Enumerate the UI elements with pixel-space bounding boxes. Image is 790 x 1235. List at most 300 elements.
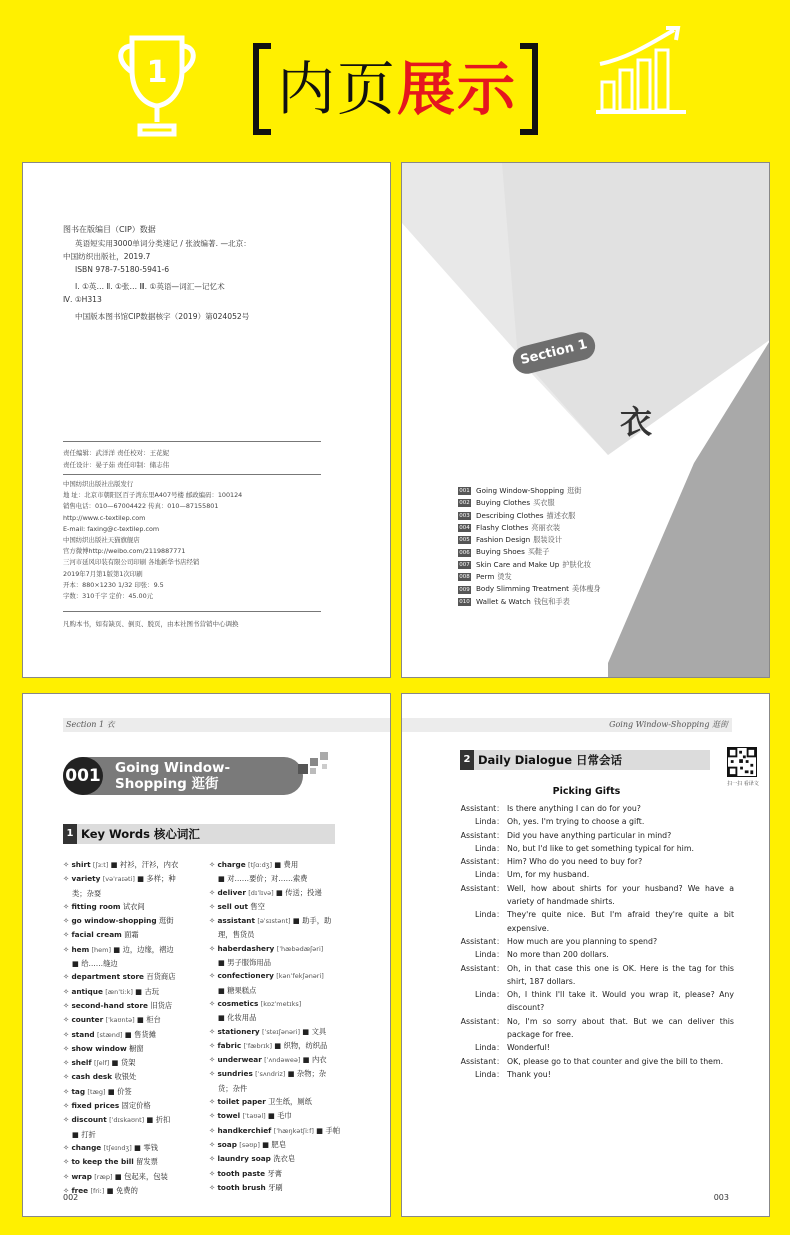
dialogue-line: [458, 988, 734, 1015]
vocab-word: go window-shopping: [71, 916, 157, 926]
vocab-entry: [209, 900, 359, 914]
toc-title-zh: 服装设计: [533, 535, 562, 545]
toc-title-zh: 钱包和手表: [533, 596, 570, 606]
vocab-phonetic: [tʃeɪndʒ]: [103, 1143, 132, 1152]
unit-title-line: Shopping 逛街: [115, 776, 219, 792]
utterance: No, I'm so sorry about that. But we can deliver this package for free.: [507, 1016, 734, 1040]
dialogue-line: [458, 855, 734, 868]
section-character: 衣: [620, 403, 653, 441]
publisher-line: 开本：880×1230 1/32 印张：9.5: [63, 580, 164, 589]
vocab-entry: [63, 985, 203, 999]
dialogue-line: [458, 868, 734, 881]
vocab-word: discount: [71, 1115, 107, 1125]
bullet-icon: ✧: [209, 943, 218, 953]
speaker: Linda：: [475, 843, 504, 853]
keywords-title: Key Words 核心词汇: [81, 827, 200, 841]
dialogue-line: [458, 1015, 734, 1042]
vocab-entry: [63, 1085, 203, 1099]
bullet-icon: ✧: [63, 944, 72, 954]
vocab-word: confectionery: [217, 971, 274, 981]
toc-title-zh: 美体瘦身: [571, 584, 601, 594]
bullet-icon: ✧: [63, 1115, 72, 1125]
running-head: Going Window-Shopping 逛街: [402, 718, 732, 732]
vocab-word: variety: [71, 874, 101, 884]
vocab-entry: [209, 914, 359, 928]
publisher-line: 三河市延风印装有限公司印刷 各地新华书店经销: [63, 558, 200, 567]
vocab-word: second-hand store: [71, 1000, 148, 1010]
toc-item[interactable]: [458, 485, 601, 497]
vocab-meaning: 固定价格: [121, 1101, 151, 1111]
toc-title-en: Buying Shoes: [476, 547, 525, 557]
utterance: No more than 200 dollars.: [507, 950, 609, 960]
toc-title-en: Fashion Design: [476, 535, 531, 545]
vocab-entry: [209, 886, 359, 900]
vocab-meaning: ■ 古玩: [135, 986, 160, 996]
vocab-meaning: ■ 多样；种: [137, 874, 176, 884]
vocab-meaning: ■ 包起来，包装: [114, 1171, 168, 1181]
vocab-meaning: ■ 毛巾: [268, 1111, 292, 1121]
utterance: Um, for my husband.: [507, 870, 590, 880]
utterance: How much are you planning to spend?: [507, 936, 658, 946]
bullet-icon: ✧: [209, 1069, 218, 1079]
vocab-word: tooth brush: [217, 1182, 266, 1192]
toc-item[interactable]: [458, 583, 601, 595]
vocab-word: shelf: [71, 1058, 92, 1068]
toc-item[interactable]: [458, 522, 601, 534]
utterance: Wonderful!: [507, 1043, 550, 1053]
bullet-icon: ✧: [209, 1139, 218, 1149]
vocab-word: show window: [71, 1043, 127, 1053]
vocab-meaning: ■ 边，边缘，褶边: [113, 944, 174, 954]
vocab-meaning: 卫生纸，厕纸: [268, 1097, 312, 1107]
vocab-phonetic: [ˈdɪskaʊnt]: [109, 1116, 145, 1125]
bullet-icon: ✧: [63, 1000, 72, 1010]
vocab-entry: [63, 1013, 203, 1027]
vocab-word: free: [71, 1185, 89, 1195]
vocab-entry: [209, 1124, 359, 1138]
bullet-icon: ✧: [63, 930, 72, 940]
return-notice: 凡购本书，如有缺页、倒页、脱页，由本社图书营销中心调换: [63, 620, 239, 628]
vocab-meaning: ■ 助手，助: [292, 916, 332, 926]
vocab-phonetic: [vəˈraɪəti]: [102, 875, 135, 884]
toc-title-en: Body Slimming Treatment: [476, 584, 569, 594]
vocab-meaning: 牙刷: [268, 1182, 283, 1192]
toc-title-zh: 买鞋子: [527, 547, 550, 557]
utterance: Thank you!: [507, 1069, 551, 1079]
vocab-meaning: 橱窗: [129, 1043, 144, 1053]
vocab-word: tooth paste: [217, 1168, 266, 1178]
vocab-word: fixed prices: [71, 1101, 120, 1111]
bullet-icon: ✧: [63, 860, 72, 869]
vocab-entry: [209, 997, 359, 1011]
divider: [63, 441, 321, 442]
vocab-meaning: ■ 对……要价；对……索费: [218, 874, 308, 884]
toc-item[interactable]: [458, 497, 601, 509]
bullet-icon: ✧: [209, 1055, 218, 1065]
vocab-meaning: 逛街: [158, 916, 174, 926]
vocab-phonetic: [ˈhæbədæʃəri]: [276, 944, 324, 953]
vocab-entry: [63, 1042, 203, 1056]
speaker: Linda：: [475, 1069, 504, 1079]
publisher-line: 官方微博http://weibo.com/2119887771: [63, 547, 186, 556]
vocab-entry-continued: [209, 1082, 359, 1095]
dialogue-line: [458, 1055, 734, 1068]
speaker: Assistant：: [460, 857, 504, 867]
vocab-entry-continued: [63, 1128, 203, 1141]
section-badge: Section 1: [510, 329, 598, 376]
vocab-phonetic: [dɪˈlɪvə]: [248, 888, 274, 897]
vocab-word: cosmetics: [217, 998, 259, 1008]
vocab-column-2: [209, 858, 359, 1195]
vocab-entry-continued: [209, 928, 359, 941]
speaker: Assistant：: [460, 936, 504, 946]
vocab-entry: [63, 970, 203, 984]
vocab-meaning: ■ 织物，纺织品: [274, 1040, 328, 1050]
growth-chart-icon: [590, 20, 690, 120]
vocab-entry: [209, 969, 359, 983]
vocab-entry: [209, 858, 359, 872]
pixel-decoration-icon: [298, 750, 334, 776]
toc-title-zh: 逛街: [567, 486, 582, 495]
vocab-word: stationery: [217, 1026, 260, 1036]
vocab-entry: [209, 1109, 359, 1123]
vocab-phonetic: [kənˈfekʃənəri]: [276, 972, 324, 981]
bullet-icon: ✧: [63, 916, 72, 926]
vocab-meaning: ■ 糖果糕点: [218, 985, 257, 995]
vocab-entry-continued: [209, 1011, 359, 1024]
bracket-right: [520, 43, 538, 135]
publisher-line: E-mail: faxing@c-textilep.com: [63, 524, 160, 533]
cip-line: 中国纺织出版社，2019.7: [63, 252, 151, 261]
vocab-word: to keep the bill: [71, 1157, 134, 1167]
vocab-word: sundries: [217, 1069, 253, 1079]
bullet-icon: ✧: [63, 972, 72, 982]
vocab-entry: [63, 928, 203, 942]
vocab-meaning: 洗衣皂: [273, 1154, 296, 1164]
toc-item[interactable]: [458, 571, 601, 583]
toc-title-en: Flashy Clothes: [476, 522, 529, 532]
toc-title-zh: 护肤化妆: [562, 559, 592, 569]
vocab-phonetic: [kɒzˈmetɪks]: [260, 999, 302, 1008]
toc-item[interactable]: [458, 534, 601, 546]
toc-number: 010: [459, 598, 470, 605]
vocab-entry: [63, 1141, 203, 1155]
vocab-entry: [209, 1138, 359, 1152]
vocab-meaning: 留发票: [136, 1157, 158, 1167]
bullet-icon: ✧: [63, 1157, 72, 1167]
vocab-phonetic: [ˈsteɪʃənəri]: [262, 1027, 301, 1036]
vocab-entry: [63, 872, 203, 886]
vocab-entry: [63, 900, 203, 914]
bullet-icon: ✧: [209, 916, 218, 926]
toc-number: 002: [459, 500, 470, 507]
toc-number: 006: [459, 549, 470, 556]
utterance: Oh, in that case this one is OK. Here is the tag for this shirt, 187 dollars.: [507, 963, 734, 986]
vocab-phonetic: [ˈhæŋkətʃiːf]: [273, 1126, 314, 1135]
unit-title-line: Going Window-: [115, 760, 231, 776]
toc-title-en: Perm: [476, 572, 495, 582]
speaker: Linda：: [475, 910, 504, 920]
bullet-icon: ✧: [209, 1168, 218, 1178]
vocab-entry-continued: [209, 984, 359, 997]
bracket-left: [253, 43, 271, 135]
bullet-icon: ✧: [209, 1097, 218, 1107]
vocab-word: wrap: [71, 1171, 92, 1181]
vocab-entry: [63, 1184, 203, 1198]
vocab-phonetic: [səʊp]: [239, 1140, 260, 1149]
table-of-contents: [458, 485, 601, 608]
staff-line: 责任编辑：武洋洋 责任校对：王花妮: [63, 449, 170, 457]
vocab-word: department store: [71, 972, 145, 982]
vocab-word: facial cream: [71, 930, 122, 940]
vocab-word: deliver: [217, 887, 246, 897]
title-text: [277, 51, 518, 127]
vocab-phonetic: [əˈsɪstənt]: [257, 917, 291, 926]
vocab-meaning: 百货商店: [146, 972, 176, 982]
page-number: 003: [713, 1193, 729, 1202]
vocab-phonetic: [ʃɜːt]: [92, 861, 109, 869]
vocab-entry: [63, 914, 203, 928]
vocab-entry: [209, 1067, 359, 1081]
bullet-icon: ✧: [63, 1058, 72, 1068]
vocab-entry: [209, 1095, 359, 1109]
vocab-entry-continued: [209, 956, 359, 969]
vocab-entry: [63, 1070, 203, 1084]
bullet-icon: ✧: [63, 1185, 72, 1195]
utterance: Well, how about shirts for your husband? We have a variety of handmade shirts.: [507, 883, 734, 907]
toc-number: 009: [459, 586, 470, 593]
cip-line: 英语短实用3000单词分类速记 / 张波编著. —北京：: [75, 239, 251, 248]
dialogue-line: [458, 1068, 734, 1081]
vocab-meaning: 理，售货员: [218, 930, 255, 940]
toc-title-zh: 烫发: [497, 572, 512, 582]
toc-number: 003: [459, 512, 470, 519]
bullet-icon: ✧: [209, 971, 218, 981]
vocab-entry: [63, 1155, 203, 1169]
speaker: Linda：: [475, 1043, 504, 1053]
trophy-icon: [112, 30, 202, 140]
dialogue-body: [458, 802, 734, 1081]
vocab-entry: [209, 942, 359, 956]
vocab-phonetic: [ænˈtiːk]: [105, 987, 133, 996]
vocab-meaning: ■ 零钱: [134, 1142, 158, 1152]
bullet-icon: ✧: [209, 1040, 218, 1050]
vocab-entry: [209, 1181, 359, 1195]
vocab-meaning: ■ 杂物；杂: [287, 1069, 327, 1079]
vocab-meaning: ■ 折扣: [146, 1115, 171, 1125]
vocab-word: stand: [71, 1029, 95, 1039]
speaker: Assistant：: [460, 804, 504, 813]
vocab-phonetic: [ræp]: [94, 1172, 113, 1181]
vocab-column-1: [63, 858, 203, 1198]
bullet-icon: ✧: [63, 874, 72, 884]
vocab-entry: [63, 1170, 203, 1184]
divider: [63, 611, 321, 612]
vocab-meaning: ■ 给……缝边: [72, 959, 118, 969]
vocab-entry: [63, 999, 203, 1013]
bullet-icon: ✧: [209, 1154, 218, 1164]
dialogue-line: [458, 815, 734, 828]
publisher-line: 中国纺织出版社出版发行: [63, 480, 134, 488]
page-copyright: [22, 162, 391, 678]
utterance: OK, please go to that counter and give the bill to them.: [507, 1056, 724, 1066]
vocab-entry: [63, 1099, 203, 1113]
vocab-meaning: ■ 男子服饰用品: [218, 958, 271, 968]
vocab-word: antique: [71, 986, 103, 996]
toc-title-zh: 亮丽衣装: [531, 522, 561, 532]
toc-number: 005: [459, 537, 470, 544]
vocab-word: counter: [71, 1015, 104, 1025]
header-banner: [0, 0, 790, 160]
vocab-entry: [209, 1167, 359, 1181]
vocab-phonetic: [ˈsʌndriz]: [255, 1070, 286, 1079]
dialogue-line: [458, 882, 734, 909]
vocab-phonetic: [ˈʌndəweə]: [264, 1056, 301, 1065]
toc-title-en: Describing Clothes: [476, 510, 544, 520]
toc-item[interactable]: [458, 546, 601, 558]
bullet-icon: ✧: [209, 860, 218, 869]
vocab-entry: [63, 1028, 203, 1042]
qr-code-icon[interactable]: [727, 747, 757, 777]
publisher-line: 销售电话：010—67004422 传真：010—87155801: [63, 502, 219, 511]
vocab-entry: [209, 1152, 359, 1166]
page-number: 002: [63, 1193, 79, 1202]
vocab-meaning: ■ 价签: [107, 1086, 132, 1096]
vocab-meaning: ■ 传送；投递: [276, 887, 322, 897]
vocab-phonetic: [tʃɑːdʒ]: [247, 861, 272, 869]
publisher-block: [63, 479, 242, 602]
page-title: [253, 43, 538, 135]
vocab-meaning: 售空: [250, 901, 265, 911]
vocab-word: handkerchief: [217, 1125, 272, 1135]
vocab-entry: [209, 1053, 359, 1067]
toc-number: 007: [459, 561, 470, 568]
vocab-entry-continued: [63, 957, 203, 970]
vocab-word: shirt: [71, 860, 91, 869]
bullet-icon: ✧: [63, 1029, 72, 1039]
vocab-word: charge: [217, 860, 246, 869]
dialogue-line: [458, 935, 734, 948]
vocab-meaning: 面霜: [124, 930, 139, 940]
publisher-line: 字数：310千字 定价：45.00元: [63, 592, 154, 601]
cip-block: [63, 223, 251, 323]
utterance: Him? Who do you need to buy for?: [507, 857, 643, 867]
toc-title-en: Skin Care and Make Up: [476, 559, 560, 569]
vocab-entry: [209, 1039, 359, 1053]
vocab-word: tag: [71, 1086, 86, 1096]
vocab-word: fabric: [217, 1040, 242, 1050]
vocab-meaning: 试衣间: [122, 901, 145, 911]
bullet-icon: ✧: [209, 998, 218, 1008]
vocab-word: sell out: [217, 901, 248, 911]
toc-number: 001: [459, 488, 470, 495]
speaker: Assistant：: [460, 1056, 504, 1066]
vocab-entry: [63, 1113, 203, 1127]
title-part2: 展示: [397, 55, 518, 123]
bullet-icon: ✧: [63, 986, 72, 996]
bullet-icon: ✧: [209, 887, 218, 897]
qr-caption: 扫一扫 看译文: [727, 781, 759, 787]
toc-title-en: Buying Clothes: [476, 498, 531, 508]
bullet-icon: ✧: [63, 1142, 72, 1152]
vocab-meaning: ■ 售货摊: [124, 1029, 157, 1039]
vocab-word: hem: [71, 944, 90, 954]
dialogue-line: [458, 908, 734, 935]
utterance: They're quite nice. But I'm afraid they're quite a bit expensive.: [507, 910, 734, 933]
speaker: Linda：: [475, 990, 504, 1000]
speaker: Linda：: [475, 817, 504, 827]
vocab-meaning: ■ 免费的: [106, 1185, 138, 1195]
bullet-icon: ✧: [63, 1171, 72, 1181]
toc-item[interactable]: [458, 596, 601, 608]
divider: [63, 474, 321, 475]
utterance: Oh, yes. I'm trying to choose a gift.: [507, 817, 645, 827]
vocab-meaning: 收银处: [114, 1072, 137, 1082]
vocab-phonetic: [ʃelf]: [93, 1059, 110, 1068]
vocab-word: soap: [217, 1139, 237, 1149]
dialogue-section-title: Daily Dialogue 日常会话: [478, 753, 623, 767]
vocab-phonetic: [ˈtaʊəl]: [242, 1112, 266, 1121]
speaker: Assistant：: [460, 1016, 504, 1026]
dialogue-line: [458, 829, 734, 842]
vocab-phonetic: [ˈfæbrɪk]: [243, 1041, 273, 1050]
cip-line: Ⅳ. ①H313: [63, 295, 102, 304]
bullet-icon: ✧: [209, 1026, 218, 1036]
cip-line: Ⅰ. ①英… Ⅱ. ①张… Ⅲ. ①英语—词汇—记忆术: [75, 282, 225, 291]
vocab-entry: [209, 1025, 359, 1039]
utterance: No, but I'd like to get something typical for him.: [507, 843, 694, 853]
bullet-icon: ✧: [63, 901, 72, 911]
toc-number: 004: [459, 525, 470, 532]
speaker: Linda：: [475, 870, 504, 880]
toc-title-zh: 买衣服: [533, 498, 555, 508]
vocab-meaning: ■ 衬衫，汗衫，内衣: [110, 860, 179, 869]
publisher-line: 中国纺织出版社天猫旗舰店: [63, 536, 140, 545]
speaker: Linda：: [475, 950, 504, 960]
vocab-phonetic: [stænd]: [96, 1030, 123, 1039]
speaker: Assistant：: [460, 830, 504, 840]
running-head: Section 1 衣: [63, 718, 391, 732]
bullet-icon: ✧: [209, 1125, 218, 1135]
bullet-icon: ✧: [209, 901, 218, 911]
dialogue-number: 2: [460, 750, 474, 770]
cip-line: 中国版本图书馆CIP数据核字（2019）第024052号: [75, 312, 250, 321]
speaker: Assistant：: [460, 883, 504, 893]
page-dialogue: [401, 693, 770, 1217]
publisher-line: 2019年7月第1版第1次印刷: [63, 569, 143, 578]
vocab-phonetic: [ˈkaʊntə]: [105, 1016, 135, 1025]
dialogue-title: Picking Gifts: [552, 786, 621, 797]
vocab-meaning: 类；杂耍: [72, 888, 102, 898]
vocab-entry-continued: [63, 887, 203, 900]
vocab-meaning: ■ 费用: [274, 860, 299, 869]
vocab-word: underwear: [217, 1055, 262, 1065]
vocab-meaning: ■ 手帕: [316, 1125, 341, 1135]
vocab-meaning: ■ 内衣: [302, 1055, 327, 1065]
toc-item[interactable]: [458, 510, 601, 522]
vocab-entry: [63, 943, 203, 957]
toc-number: 008: [459, 574, 470, 581]
bullet-icon: ✧: [209, 1182, 218, 1192]
unit-number: 001: [63, 757, 103, 795]
vocab-meaning: ■ 化妆用品: [218, 1013, 257, 1023]
vocab-word: assistant: [217, 916, 255, 926]
page-section-opener: [401, 162, 770, 678]
toc-item[interactable]: [458, 559, 601, 571]
publisher-line: 地 址：北京市朝阳区百子湾东里A407号楼 邮政编码：100124: [63, 491, 243, 500]
vocab-word: toilet paper: [217, 1097, 266, 1107]
vocab-meaning: 旧货店: [150, 1000, 173, 1010]
